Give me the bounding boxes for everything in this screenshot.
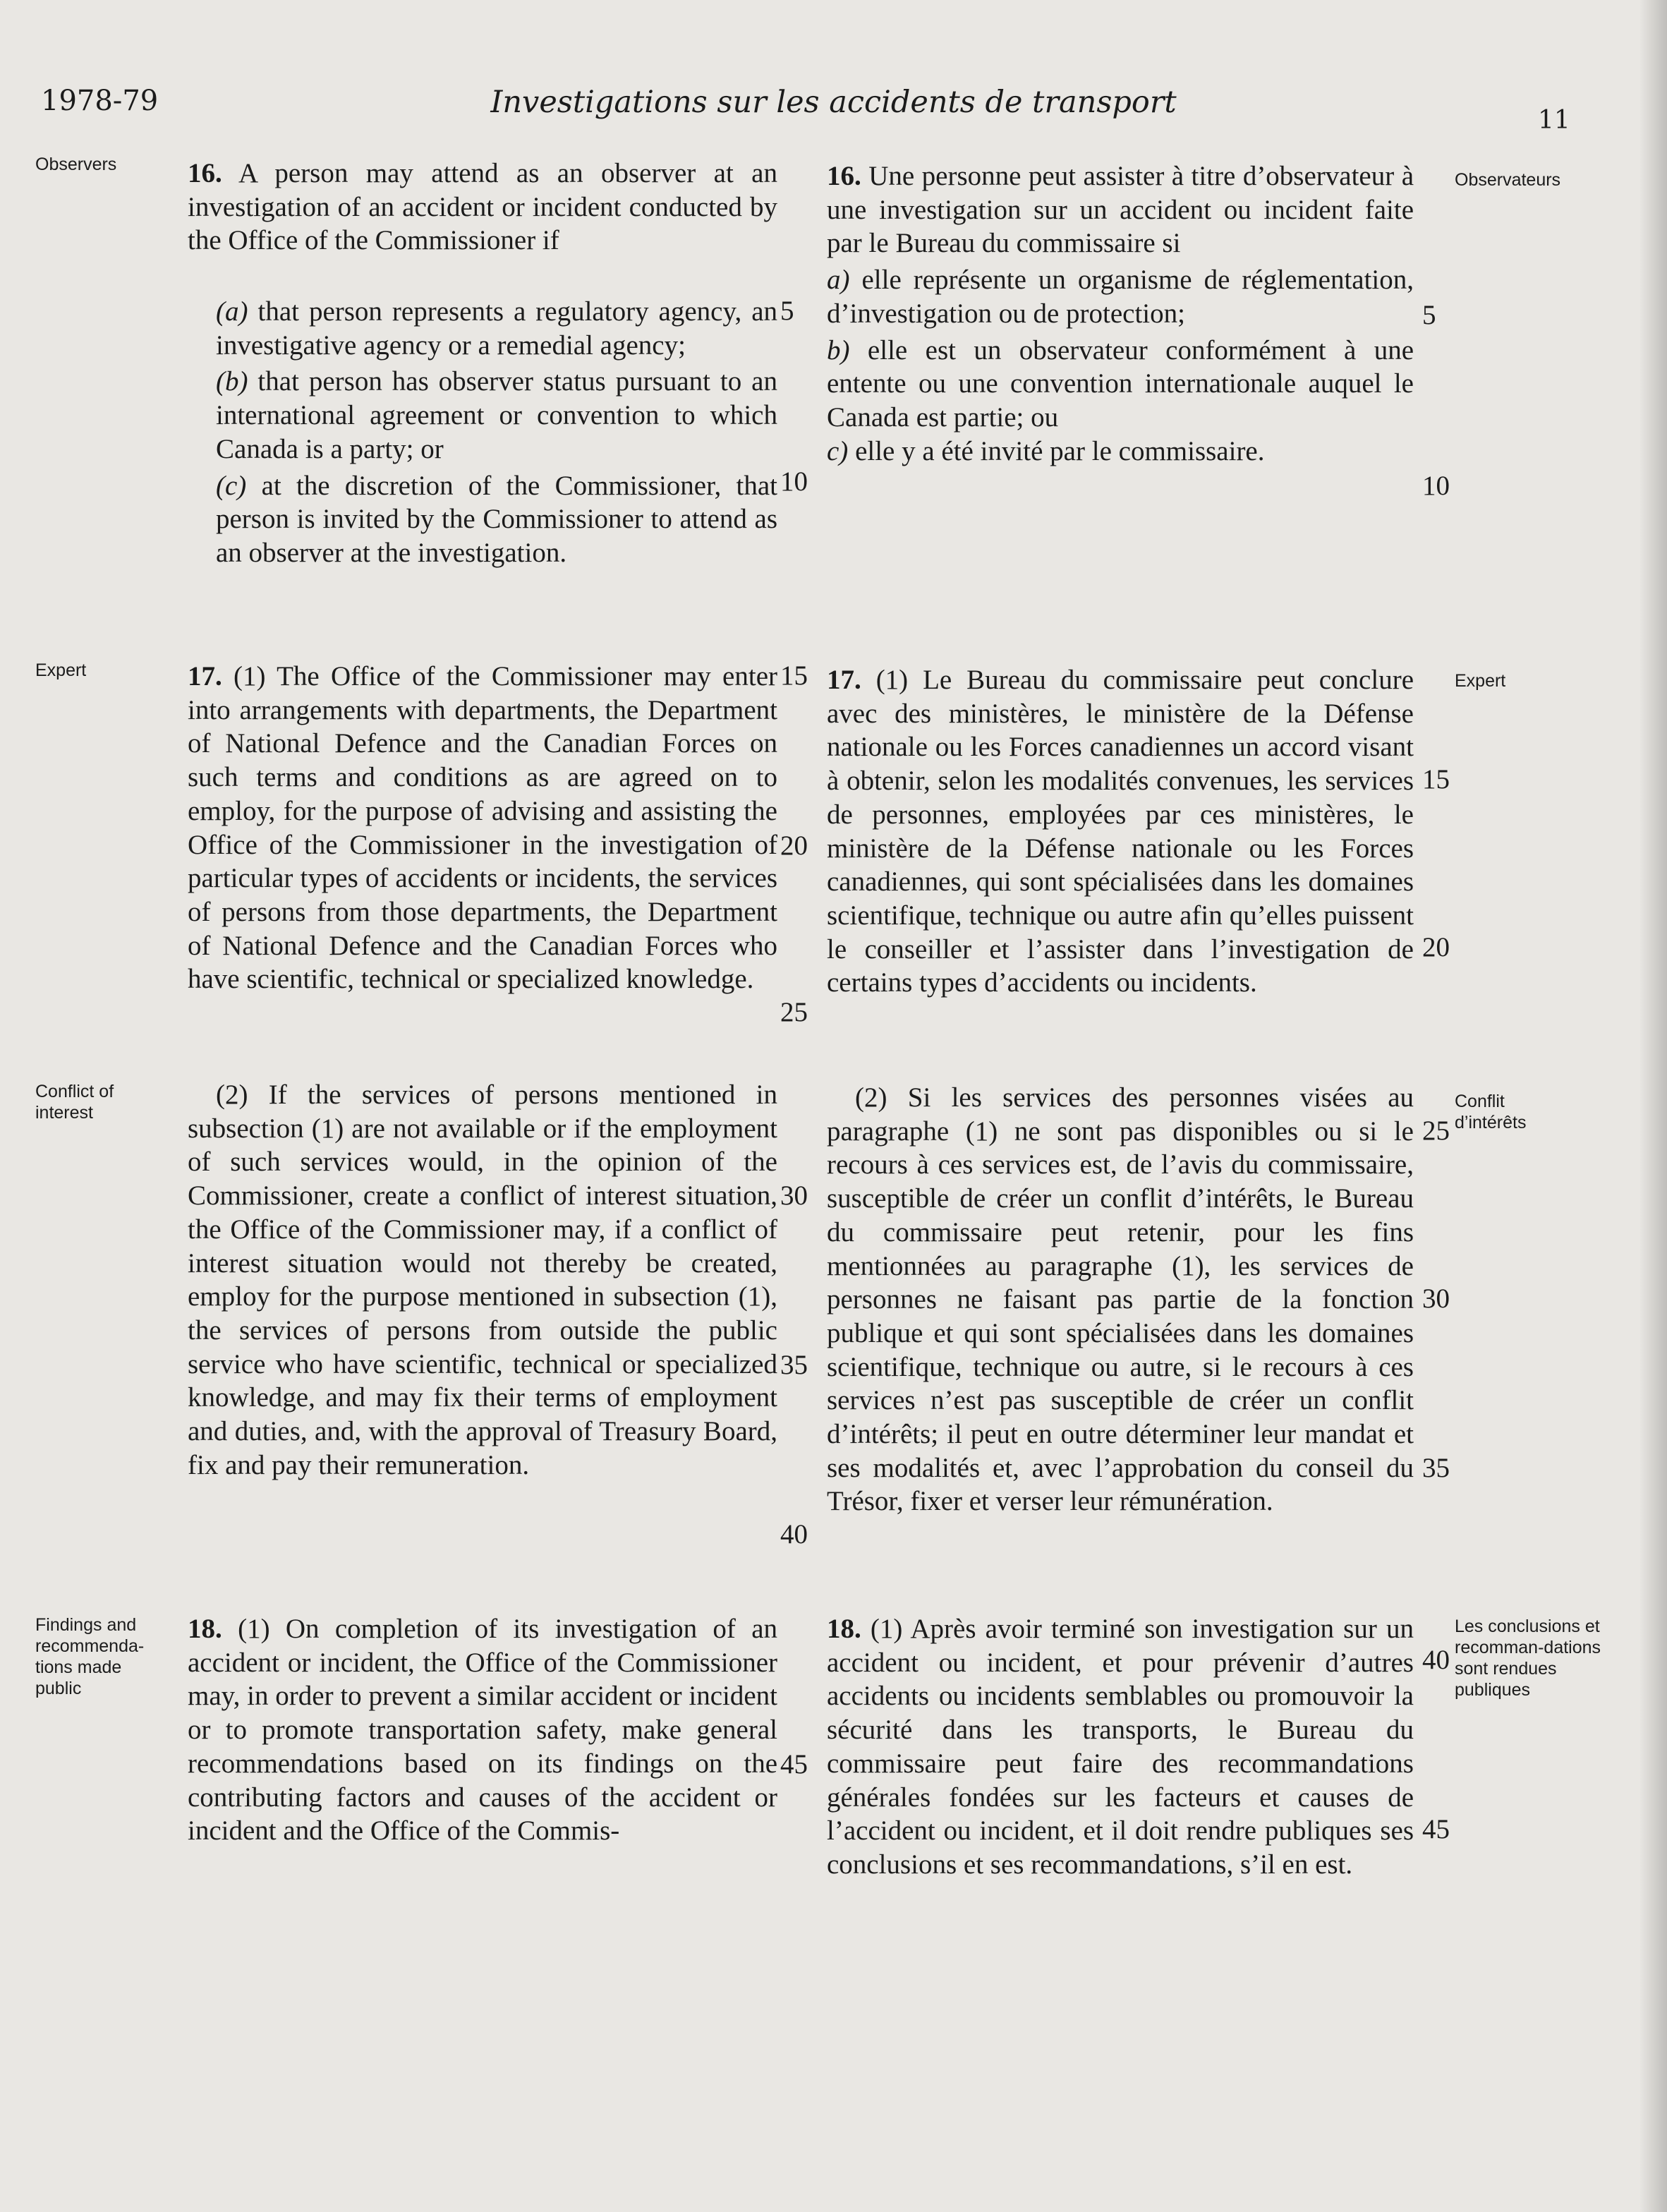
line-number: 25 (780, 997, 808, 1027)
item-mark: b) (827, 334, 850, 365)
en-s17-2: (2) If the services of persons mentioned in subsection (1) are not available or if the employment of such services would, in the opinion of the Commissioner, create a conflict of interest situation, the Office of the Commissioner may, if a conflict of interest situation would not thereby be created, employ for the purpose mentioned in subsection (1), the services of persons from outside the public service who have scientific, technical or specialized knowledge, and may fix their terms of employment and duties, and, with the approval of Treasury Board, fix and pay their remuneration. (188, 1080, 777, 1480)
fr-s17-1: (1) Le Bureau du commissaire peut conclure avec des ministères, le ministère de la Défense nationale ou les Forces canadiennes un accord visant à obtenir, selon les modalités convenues, les services de personnes, employées par ces ministères, le ministère de la Défense nationale ou les Forces canadiennes, qui sont spécialisées dans les domaines scientifique, technique ou autre afin qu’elles puissent le conseiller et l’assister dans l’investigation de certains types d’accidents ou incidents. (827, 665, 1414, 998)
section-number: 17. (827, 665, 861, 695)
fr-s18-1: (1) Après avoir terminé son investigation sur un accident ou incident, et pour prévenir d’autres accidents ou incidents semblables ou promouvoir la sécurité dans les transports, le Bureau du commissaire peut faire des recommandations générales fondées sur les facteurs et causes de l’accident ou incident, et il doit rendre publiques ses conclusions et ses recommandations, s’il en est. (827, 1614, 1414, 1880)
fr-section-16 (827, 159, 1414, 468)
line-number: 45 (1422, 1814, 1450, 1844)
margin-note-conclusions: Les conclusions et recomman-dations sont rendues publiques (1455, 1616, 1601, 1700)
en-section-17-2 (188, 1078, 777, 1482)
margin-note-conflict: Conflict of interest (35, 1082, 114, 1123)
item-mark: c) (827, 435, 849, 466)
en-s16-b: that person has observer status pursuant to an international agreement or convention to which Canada is a party; or (216, 366, 777, 464)
line-number: 15 (1422, 764, 1450, 794)
margin-note-findings: Findings and recommenda-tions made public (35, 1615, 145, 1698)
line-number: 15 (780, 660, 808, 691)
line-number: 35 (1422, 1453, 1450, 1483)
section-number: 18. (188, 1614, 222, 1644)
line-number: 25 (1422, 1116, 1450, 1146)
fr-section-17-1 (827, 663, 1414, 1000)
header-year: 1978-79 (41, 85, 159, 117)
line-number: 20 (1422, 932, 1450, 962)
line-number: 5 (780, 296, 794, 326)
margin-note-expert-fr: Expert (1455, 671, 1506, 691)
en-s16-items (216, 295, 777, 570)
section-number: 16. (188, 158, 222, 188)
en-section-17-1 (188, 660, 777, 996)
line-number: 5 (1422, 300, 1436, 330)
line-number: 40 (1422, 1645, 1450, 1675)
en-section-18 (188, 1612, 777, 1848)
item-mark: (b) (216, 366, 248, 397)
line-number: 20 (780, 830, 808, 861)
item-mark: (c) (216, 470, 247, 501)
line-number: 45 (780, 1749, 808, 1779)
fr-s16-c: elle y a été invité par le commissaire. (855, 435, 1265, 466)
item-mark: a) (827, 265, 850, 296)
line-number: 40 (780, 1519, 808, 1549)
fr-s16-intro: Une personne peut assister à titre d’observateur à une investigation sur un accident ou incident faite par le Bureau du commissaire si (827, 161, 1414, 259)
page-number: 11 (1538, 106, 1570, 135)
margin-note-expert: Expert (35, 660, 87, 680)
section-number: 16. (827, 161, 861, 191)
section-number: 18. (827, 1614, 861, 1644)
line-number: 30 (780, 1180, 808, 1211)
en-s18-1: (1) On completion of its investigation of an accident or incident, the Office of the Commissioner may, in order to prevent a similar accident or incident or to promote transportation safety, make general recommendations based on its findings on the contributing factors and causes of the accident or incident and the Office of the Commis- (188, 1614, 778, 1847)
margin-note-observers: Observers (35, 155, 117, 174)
fr-s16-a: elle représente un organisme de réglementation, d’investigation ou de protection; (827, 265, 1414, 329)
fr-s16-b: elle est un observateur conformément à une entente ou une convention internationale auquel le Canada est partie; ou (827, 334, 1414, 433)
header-title: Investigations sur les accidents de transport (490, 85, 1177, 120)
margin-note-conflit: Conflit d’intérêts (1455, 1092, 1527, 1132)
fr-section-18 (827, 1612, 1414, 1882)
en-s16-c: at the discretion of the Commissioner, that person is invited by the Commissioner to attend as an observer at the investigation. (216, 470, 778, 568)
line-number: 30 (1422, 1283, 1450, 1314)
en-s16-a: that person represents a regulatory agency, an investigative agency or a remedial agency; (216, 296, 778, 361)
page-edge-shadow (1639, 0, 1667, 2212)
en-section-16 (188, 157, 777, 258)
en-s17-1: (1) The Office of the Commissioner may enter into arrangements with departments, the Department of National Defence and the Canadian Forces on such terms and conditions as are agreed on to employ, for the purpose of advising and assisting the Office of the Commissioner in the investigation of particular types of accidents or incidents, the services of persons from those departments, the Department of National Defence and the Canadian Forces who have scientific, technical or specialized knowledge. (188, 661, 777, 995)
line-number: 10 (780, 466, 808, 497)
margin-note-observateurs: Observateurs (1455, 170, 1561, 190)
section-number: 17. (188, 661, 222, 691)
fr-s17-2: (2) Si les services des personnes visées au paragraphe (1) ne sont pas disponibles ou si le recours à ces services est, de l’avis du commissaire, susceptible de créer un conflit d’intérêts, le Bureau du commissaire peut retenir, pour les fins mentionnées au paragraphe (1), les services de personnes ne faisant pas partie de la fonction publique et qui sont spécialisées dans les domaines scientifique, technique ou autre, si le recours à ces services n’est pas susceptible de créer un conflit d’intérêts; il peut en outre déterminer leur mandat et ses modalités et, avec l’approbation du conseil du Trésor, fixer et verser leur rémunération. (827, 1082, 1414, 1517)
fr-section-17-2 (827, 1081, 1414, 1518)
en-s16-intro: A person may attend as an observer at an investigation of an accident or incident conducted by the Office of the Commissioner if (188, 158, 777, 256)
line-number: 35 (780, 1350, 808, 1380)
line-number: 10 (1422, 471, 1450, 501)
item-mark: (a) (216, 296, 248, 327)
